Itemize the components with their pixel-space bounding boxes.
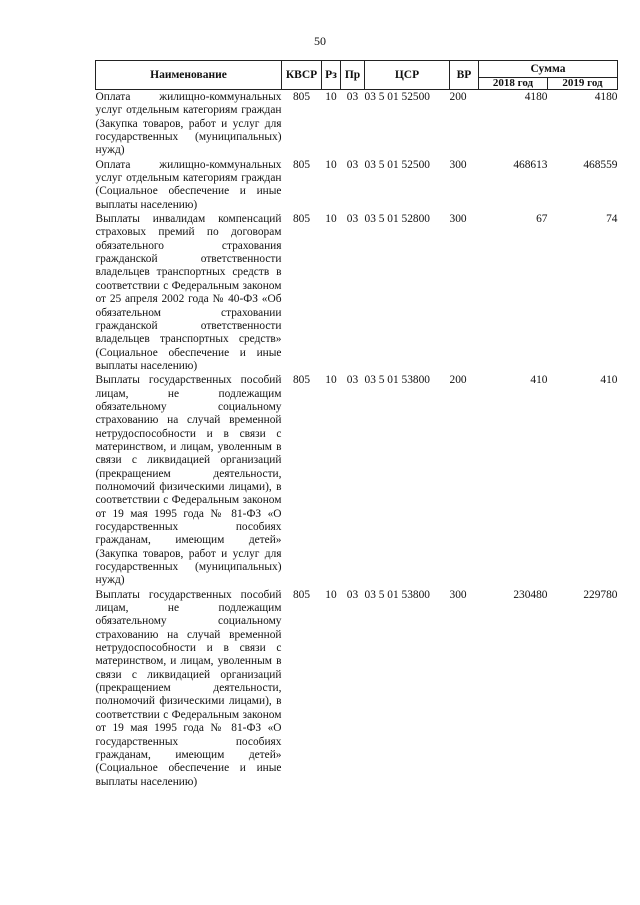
table-row	[96, 158, 618, 212]
page-number: 50	[314, 34, 326, 48]
row-csr: 03 5 01 52800	[364, 213, 430, 226]
row-kvsr: 805	[292, 588, 311, 601]
row-vr: 300	[449, 158, 467, 171]
row-name: Выплаты инвалидам компенсаций страховых премий по договорам обязательного страхования гражданской ответственности владельцев транспортных средств в соответствии с Федеральным законом от 25 апреля 2002 года № 40-ФЗ «Об обязательном страховании гражданской ответственности владельцев транспортных средств» (Социальное обеспечение и иные выплаты населению)	[95, 213, 282, 372]
row-rz: 10	[325, 374, 337, 387]
row-kvsr: 805	[292, 158, 311, 171]
budget-table	[95, 60, 618, 789]
row-2019: 410	[600, 374, 618, 387]
row-2019: 4180	[594, 91, 618, 103]
row-vr: 200	[449, 91, 467, 103]
row-rz: 10	[325, 91, 337, 103]
row-rz: 10	[325, 213, 337, 226]
row-pr: 03	[346, 588, 359, 601]
header-sum: Сумма	[479, 61, 618, 78]
row-vr: 300	[449, 213, 467, 226]
header-pr: Пр	[341, 61, 365, 90]
row-2018: 230480	[513, 588, 548, 601]
header-csr: ЦСР	[365, 61, 450, 90]
row-vr: 300	[449, 588, 467, 601]
row-name: Оплата жилищно-коммунальных услуг отдельным категориям граждан (Закупка товаров, работ и услуг для государственных (муниципальных) нужд)	[95, 91, 282, 157]
row-name: Выплаты государственных пособий лицам, не подлежащим обязательному социальному страхованию на случай временной нетрудоспособности и в связи с материнством, и лицам, уволенным в связи с ликвидацией организаций (прекращением деятельности, полномочий физическими лицами), в соответствии с Федеральным законом от 19 мая 1995 года № 81-ФЗ «О государственных пособиях гражданам, имеющим детей» (Закупка товаров, работ и услуг для государственных (муниципальных) нужд)	[95, 374, 282, 587]
row-csr: 03 5 01 53800	[364, 374, 430, 387]
row-vr: 200	[449, 374, 467, 387]
header-vr: ВР	[450, 61, 479, 90]
table-row	[96, 90, 618, 158]
row-2018: 4180	[524, 91, 548, 103]
table-row	[96, 212, 618, 373]
row-rz: 10	[325, 588, 337, 601]
header-row	[96, 61, 618, 78]
header-2019: 2019 год	[548, 78, 618, 90]
row-pr: 03	[346, 374, 359, 387]
table-row	[96, 373, 618, 588]
row-kvsr: 805	[292, 213, 311, 226]
header-kvsr: КВСР	[282, 61, 322, 90]
row-2018: 67	[536, 213, 548, 226]
budget-table-container	[95, 60, 618, 789]
header-name: Наименование	[96, 61, 282, 90]
row-kvsr: 805	[292, 91, 311, 103]
row-csr: 03 5 01 53800	[364, 588, 430, 601]
row-pr: 03	[346, 213, 359, 226]
row-name: Выплаты государственных пособий лицам, не подлежащим обязательному социальному страхованию на случай временной нетрудоспособности и в связи с материнством, и лицам, уволенным в связи с ликвидацией организаций (прекращением деятельности, полномочий физическими лицами), в соответствии с Федеральным законом от 19 мая 1995 года № 81-ФЗ «О государственных пособиях гражданам, имеющим детей» (Социальное обеспечение и иные выплаты населению)	[95, 588, 282, 788]
row-pr: 03	[346, 91, 359, 103]
table-row	[96, 588, 618, 789]
row-kvsr: 805	[292, 374, 311, 387]
row-2019: 74	[606, 213, 618, 226]
row-csr: 03 5 01 52500	[364, 91, 430, 103]
row-rz: 10	[325, 158, 337, 171]
row-name: Оплата жилищно-коммунальных услуг отдельным категориям граждан (Социальное обеспечение и иные выплаты населению)	[95, 158, 282, 211]
header-rz: Рз	[322, 61, 341, 90]
row-2018: 468613	[513, 158, 548, 171]
row-2019: 468559	[583, 158, 618, 171]
row-2019: 229780	[583, 588, 618, 601]
row-csr: 03 5 01 52500	[364, 158, 430, 171]
row-2018: 410	[530, 374, 548, 387]
header-2018: 2018 год	[479, 78, 548, 90]
row-pr: 03	[346, 158, 359, 171]
